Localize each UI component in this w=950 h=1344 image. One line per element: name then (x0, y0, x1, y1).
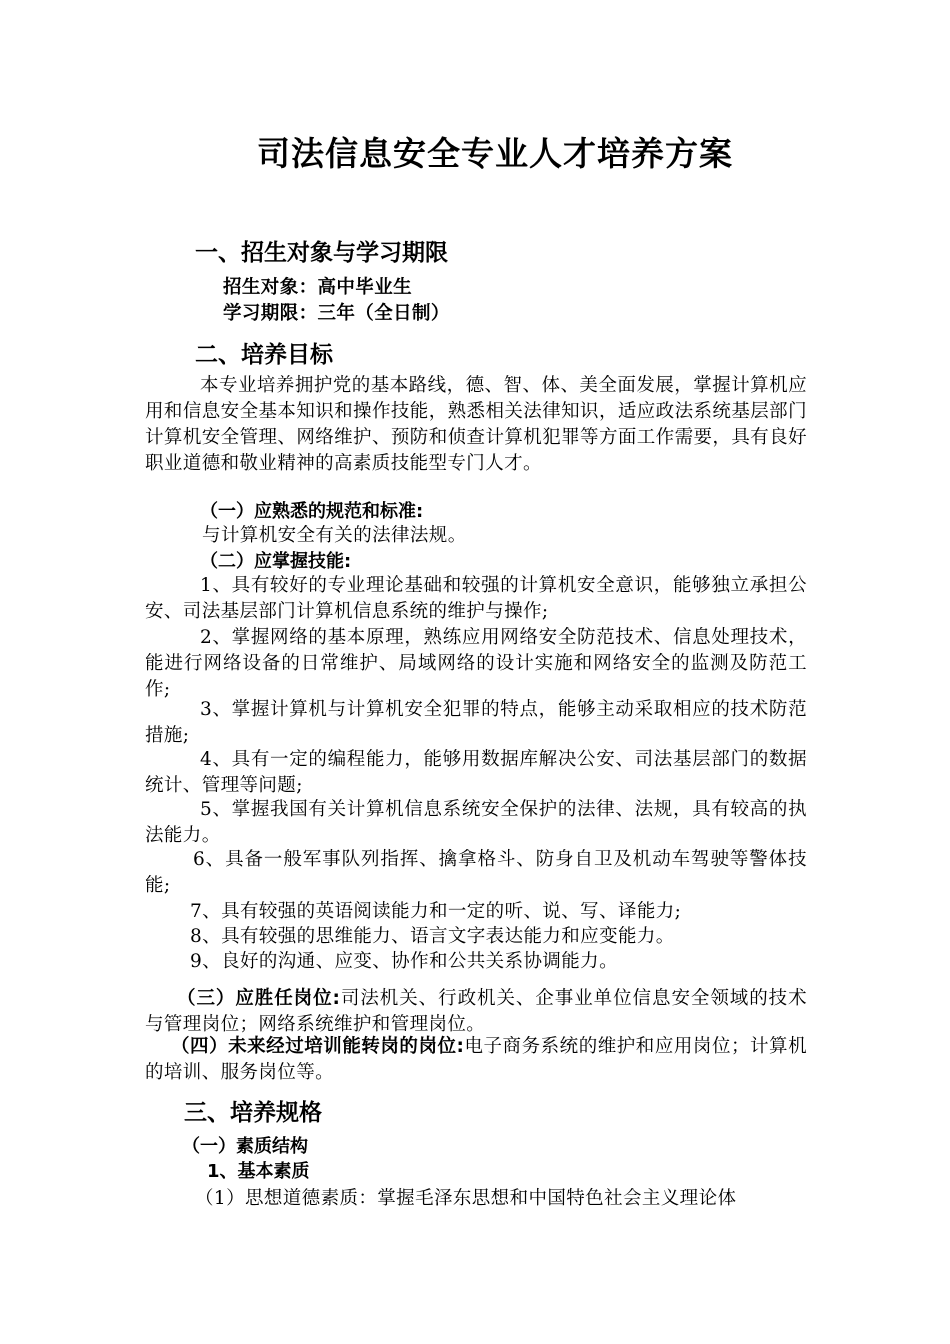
moral-quality-item: （1）思想道德素质：掌握毛泽东思想和中国特色社会主义理论体 (195, 1188, 737, 1209)
competent-positions-heading: （三）应胜任岗位: (177, 988, 341, 1009)
section1-heading: 一、招生对象与学习期限 (195, 240, 448, 266)
skill-item-7: 7、具有较强的英语阅读能力和一定的听、说、写、译能力; (190, 901, 682, 922)
skill-item-9: 9、良好的沟通、应变、协作和公共关系协调能力。 (190, 951, 618, 972)
skill-item-1: 1、具有较好的专业理论基础和较强的计算机安全意识，能够独立承担公安、司法基层部门计算机信息系统的维护与操作; (145, 575, 807, 622)
transfer-positions-heading: （四）未来经过培训能转岗的岗位: (171, 1036, 465, 1057)
skill-item-8: 8、具有较强的思维能力、语言文字表达能力和应变能力。 (190, 926, 675, 947)
subsection-skills-heading: （二）应掌握技能: (200, 551, 352, 572)
section2-heading: 二、培养目标 (195, 342, 333, 368)
subsection-standards-heading: （一）应熟悉的规范和标准: (200, 501, 424, 522)
skill-item-3: 3、掌握计算机与计算机安全犯罪的特点，能够主动采取相应的技术防范措施; (145, 699, 807, 746)
basic-quality-heading: 1、基本素质 (207, 1161, 310, 1182)
competent-positions-paragraph (145, 986, 807, 1038)
transfer-positions-paragraph (145, 1034, 807, 1086)
transfer-positions-text: 电子商务系统的维护和应用岗位；计算机的培训、服务岗位等。 (145, 1036, 807, 1083)
standards-text: 与计算机安全有关的法律法规。 (202, 525, 467, 546)
skill-item-2: 2、掌握网络的基本原理，熟练应用网络安全防范技术、信息处理技术，能进行网络设备的日常维护、局域网络的设计实施和网络安全的监测及防范工作; (145, 627, 807, 700)
skill-item-4: 4、具有一定的编程能力，能够用数据库解决公安、司法基层部门的数据统计、管理等问题; (145, 749, 807, 796)
document-title: 司法信息安全专业人才培养方案 (257, 134, 733, 173)
quality-structure-heading: （一）素质结构 (182, 1136, 308, 1157)
study-duration: 学习期限：三年（全日制） (223, 303, 450, 324)
section3-heading: 三、培养规格 (184, 1100, 322, 1126)
training-goal-paragraph: 本专业培养拥护党的基本路线，德、智、体、美全面发展，掌握计算机应用和信息安全基本知识和操作技能，熟悉相关法律知识，适应政法系统基层部门计算机安全管理、网络维护、预防和侦查计算机犯罪等方面工作需要，具有良好职业道德和敬业精神的高素质技能型专门人才。 (145, 375, 807, 474)
competent-positions-text: 司法机关、行政机关、企事业单位信息安全领域的技术与管理岗位；网络系统维护和管理岗位。 (145, 988, 808, 1035)
skill-item-5: 5、掌握我国有关计算机信息系统安全保护的法律、法规，具有较高的执法能力。 (145, 799, 807, 846)
enrollment-target: 招生对象：高中毕业生 (223, 277, 413, 298)
skill-item-6: 6、具备一般军事队列指挥、擒拿格斗、防身自卫及机动车驾驶等警体技能; (145, 849, 807, 896)
